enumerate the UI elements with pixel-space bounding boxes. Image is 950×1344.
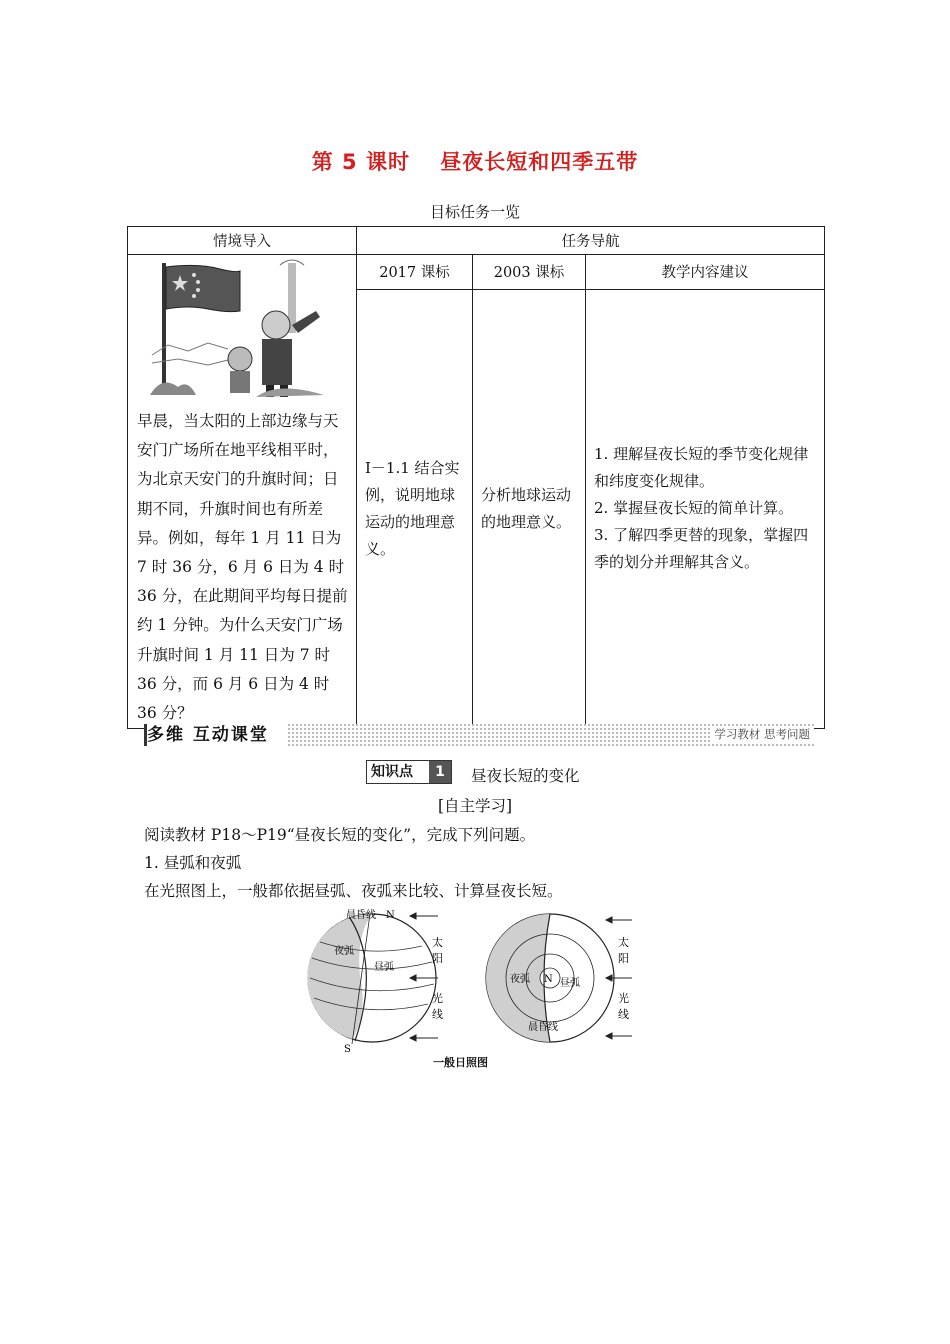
knowledge-point-label: 知识点	[371, 764, 413, 780]
illumination-diagram	[300, 906, 640, 1056]
knowledge-point-title: 昼夜长短的变化	[471, 767, 580, 785]
intro-paragraph: 阅读教材 P18～P19“昼夜长短的变化”，完成下列问题。	[144, 826, 536, 844]
knowledge-point-number: 1	[429, 761, 451, 783]
knowledge-point-badge	[366, 760, 452, 784]
left-sun-char: 阳	[432, 952, 443, 965]
header-advice: 教学内容建议	[586, 255, 825, 290]
left-sun-char: 光	[432, 992, 443, 1005]
figure-caption: 一般日照图	[433, 1056, 488, 1069]
std-2003-cell: 分析地球运动的地理意义。	[473, 289, 586, 729]
scene-text: 早晨，当太阳的上部边缘与天安门广场所在地平线相平时，为北京天安门的升旗时间；日期不同，升旗时间也有所差异。例如，每年 1 月 11 日为 7 时 36 分，6 月 6 日为 4 时 36 分，在此期间平均每日提前约 1 分钟。为什么天安门广场升旗时间 1 月 11 日为 7 时 36 分，而 6 月 6 日为 4 时 36 分？	[137, 412, 348, 723]
section-banner-title: 多维 互动课堂	[144, 724, 287, 746]
flag-raising-illustration	[148, 255, 330, 403]
header-2003: 2003 课标	[473, 255, 586, 290]
header-scene: 情境导入	[128, 227, 357, 255]
std-2017-cell: Ⅰ－1.1 结合实例，说明地球运动的地理意义。	[357, 289, 473, 729]
self-study-heading: [自主学习]	[437, 797, 513, 815]
advice-item: 3. 了解四季更替的现象，掌握四季的划分并理解其含义。	[594, 526, 809, 572]
section-heading: 1. 昼弧和夜弧	[144, 854, 242, 872]
right-sun-char: 光	[618, 992, 629, 1005]
task-table	[127, 226, 825, 729]
advice-item: 1. 理解昼夜长短的季节变化规律和纬度变化规律。	[594, 445, 809, 491]
right-terminator-label: 晨昏线	[528, 1022, 558, 1033]
right-north-label: N	[544, 974, 553, 985]
right-sun-char: 线	[618, 1008, 629, 1021]
right-day-arc-label: 昼弧	[560, 978, 580, 989]
body-paragraph: 在光照图上，一般都依据昼弧、夜弧来比较、计算昼夜长短。	[144, 882, 563, 900]
advice-item: 2. 掌握昼夜长短的简单计算。	[594, 499, 794, 518]
section-banner-hint: 学习教材 思考问题	[710, 726, 814, 742]
right-sun-char: 阳	[618, 952, 629, 965]
table-caption: 目标任务一览	[429, 203, 520, 221]
left-sun-char: 太	[432, 936, 443, 949]
page-title: 第 5 课时 昼夜长短和四季五带	[311, 150, 639, 174]
right-night-arc-label: 夜弧	[510, 974, 530, 985]
scene-cell	[128, 255, 357, 729]
left-sun-char: 线	[432, 1008, 443, 1021]
header-2017: 2017 课标	[357, 255, 473, 290]
header-task: 任务导航	[357, 227, 825, 255]
left-night-arc-label: 夜弧	[334, 946, 354, 957]
left-south-label: S	[344, 1044, 351, 1055]
left-north-label: N	[386, 910, 395, 921]
advice-cell	[586, 289, 825, 729]
left-day-arc-label: 昼弧	[374, 962, 394, 973]
left-terminator-label: 晨昏线	[346, 910, 376, 921]
right-sun-char: 太	[618, 936, 629, 949]
